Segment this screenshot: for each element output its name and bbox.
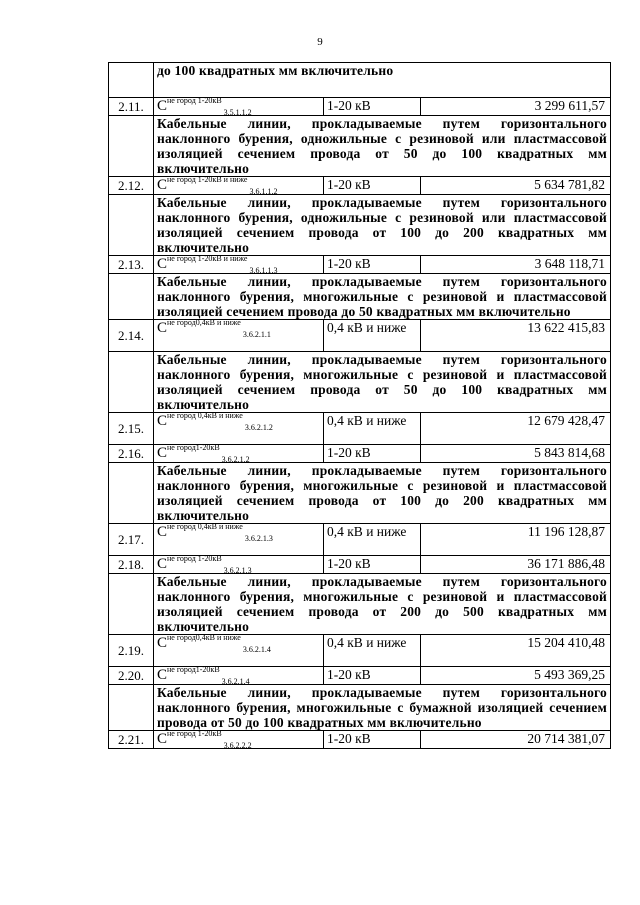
description-row xyxy=(109,352,611,413)
rate-superscript: не город 0,4кВ и ниже xyxy=(167,411,243,420)
description-row xyxy=(109,63,611,98)
voltage-level: 0,4 кВ и ниже xyxy=(324,524,421,556)
rate-code xyxy=(154,445,324,463)
rate-value: 12 679 428,47 xyxy=(421,413,611,445)
rate-code xyxy=(154,731,324,749)
row-number: 2.17. xyxy=(109,524,154,556)
voltage-level: 1-20 кВ xyxy=(324,177,421,195)
empty-number-cell xyxy=(109,463,154,524)
rate-superscript: не город0,4кВ и ниже xyxy=(167,633,241,642)
voltage-level: 1-20 кВ xyxy=(324,98,421,116)
description-text: Кабельные линии, прокладываемые путем горизонтального наклонного бурения, одножильные с резиновой или пластмассовой изоляцией сечением провода от 100 до 200 квадратных мм включительно xyxy=(154,195,611,256)
row-number: 2.11. xyxy=(109,98,154,116)
description-text: Кабельные линии, прокладываемые путем горизонтального наклонного бурения, многожильные с резиновой и пластмассовой изоляцией сечением провода до 50 квадратных мм включительно xyxy=(154,274,611,320)
rate-subscript: 3.6.2.2.2 xyxy=(223,741,252,750)
description-text: до 100 квадратных мм включительно xyxy=(154,63,611,98)
rate-symbol: C xyxy=(157,524,168,540)
tariff-row xyxy=(109,445,611,463)
tariff-row xyxy=(109,667,611,685)
row-number: 2.16. xyxy=(109,445,154,463)
tariff-row xyxy=(109,524,611,556)
tariff-row xyxy=(109,413,611,445)
rate-subscript: 3.6.2.1.3 xyxy=(244,534,273,543)
tariff-row xyxy=(109,256,611,274)
row-number: 2.19. xyxy=(109,635,154,667)
tariff-row xyxy=(109,98,611,116)
voltage-level: 1-20 кВ xyxy=(324,256,421,274)
row-number: 2.18. xyxy=(109,556,154,574)
description-row xyxy=(109,195,611,256)
description-text: Кабельные линии, прокладываемые путем горизонтального наклонного бурения, одножильные с резиновой или пластмассовой изоляцией сечением провода от 50 до 100 квадратных мм включительно xyxy=(154,116,611,177)
rate-superscript: не город 0,4кВ и ниже xyxy=(167,522,243,531)
rate-value: 5 493 369,25 xyxy=(421,667,611,685)
rate-value: 5 843 814,68 xyxy=(421,445,611,463)
rate-superscript: не город 1-20кВ xyxy=(167,554,222,563)
rate-code xyxy=(154,667,324,685)
description-row xyxy=(109,574,611,635)
description-row xyxy=(109,274,611,320)
empty-number-cell xyxy=(109,195,154,256)
empty-number-cell xyxy=(109,352,154,413)
empty-number-cell xyxy=(109,274,154,320)
rate-symbol: C xyxy=(157,731,168,747)
rate-value: 13 622 415,83 xyxy=(421,320,611,352)
rate-value: 5 634 781,82 xyxy=(421,177,611,195)
rate-subscript: 3.6.2.1.3 xyxy=(223,566,252,575)
rate-value: 15 204 410,48 xyxy=(421,635,611,667)
description-text: Кабельные линии, прокладываемые путем горизонтального наклонного бурения, многожильные с бумажной изоляцией сечением провода от 50 до 100 квадратных мм включительно xyxy=(154,685,611,731)
tariff-row xyxy=(109,731,611,749)
rate-subscript: 3.6.2.1.1 xyxy=(242,330,271,339)
rate-subscript: 3.6.2.1.2 xyxy=(221,455,250,464)
rate-symbol: C xyxy=(157,556,168,572)
rate-superscript: не город 1-20кВ и ниже xyxy=(167,254,248,263)
description-row xyxy=(109,463,611,524)
tariff-row xyxy=(109,320,611,352)
description-text: Кабельные линии, прокладываемые путем горизонтального наклонного бурения, многожильные с резиновой и пластмассовой изоляцией сечением провода от 100 до 200 квадратных мм включительно xyxy=(154,463,611,524)
rate-subscript: 3.6.1.1.3 xyxy=(249,266,278,275)
voltage-level: 0,4 кВ и ниже xyxy=(324,320,421,352)
description-row xyxy=(109,116,611,177)
page-number: 9 xyxy=(317,36,323,48)
rate-symbol: C xyxy=(157,98,168,114)
row-number: 2.20. xyxy=(109,667,154,685)
description-text: Кабельные линии, прокладываемые путем горизонтального наклонного бурения, многожильные с резиновой и пластмассовой изоляцией сечением провода от 200 до 500 квадратных мм включительно xyxy=(154,574,611,635)
rate-superscript: не город 1-20кВ и ниже xyxy=(167,175,248,184)
empty-number-cell xyxy=(109,685,154,731)
voltage-level: 0,4 кВ и ниже xyxy=(324,413,421,445)
row-number: 2.15. xyxy=(109,413,154,445)
voltage-level: 1-20 кВ xyxy=(324,667,421,685)
tariff-row xyxy=(109,556,611,574)
empty-number-cell xyxy=(109,63,154,98)
row-number: 2.13. xyxy=(109,256,154,274)
voltage-level: 1-20 кВ xyxy=(324,445,421,463)
rate-value: 3 648 118,71 xyxy=(421,256,611,274)
rate-code xyxy=(154,98,324,116)
tariff-row xyxy=(109,635,611,667)
rate-symbol: C xyxy=(157,256,168,272)
rate-superscript: не город1-20кВ xyxy=(167,665,220,674)
rate-code xyxy=(154,320,324,352)
voltage-level: 0,4 кВ и ниже xyxy=(324,635,421,667)
row-number: 2.12. xyxy=(109,177,154,195)
rate-subscript: 3.6.1.1.2 xyxy=(249,187,278,196)
rate-subscript: 3.6.2.1.4 xyxy=(221,677,250,686)
rate-symbol: C xyxy=(157,445,168,461)
rate-symbol: C xyxy=(157,413,168,429)
rate-code xyxy=(154,635,324,667)
rate-symbol: C xyxy=(157,320,168,336)
rate-code xyxy=(154,177,324,195)
row-number: 2.21. xyxy=(109,731,154,749)
rate-superscript: не город0,4кВ и ниже xyxy=(167,318,241,327)
rate-superscript: не город1-20кВ xyxy=(167,443,220,452)
voltage-level: 1-20 кВ xyxy=(324,731,421,749)
description-text: Кабельные линии, прокладываемые путем горизонтального наклонного бурения, многожильные с резиновой и пластмассовой изоляцией сечением провода от 50 до 100 квадратных мм включительно xyxy=(154,352,611,413)
rate-code xyxy=(154,556,324,574)
tariff-row xyxy=(109,177,611,195)
tariff-table xyxy=(108,62,611,749)
rate-code xyxy=(154,256,324,274)
empty-number-cell xyxy=(109,574,154,635)
rate-symbol: C xyxy=(157,177,168,193)
rate-code xyxy=(154,413,324,445)
row-number: 2.14. xyxy=(109,320,154,352)
rate-code xyxy=(154,524,324,556)
rate-subscript: 3.6.2.1.2 xyxy=(244,423,273,432)
empty-number-cell xyxy=(109,116,154,177)
rate-value: 36 171 886,48 xyxy=(421,556,611,574)
rate-value: 11 196 128,87 xyxy=(421,524,611,556)
rate-superscript: не город 1-20кВ xyxy=(167,729,222,738)
rate-symbol: C xyxy=(157,635,168,651)
rate-subscript: 3.5.1.1.2 xyxy=(223,108,252,117)
rate-symbol: C xyxy=(157,667,168,683)
rate-value: 20 714 381,07 xyxy=(421,731,611,749)
tariff-table-body xyxy=(109,63,611,749)
rate-subscript: 3.6.2.1.4 xyxy=(242,645,271,654)
rate-superscript: не город 1-20кВ xyxy=(167,96,222,105)
description-row xyxy=(109,685,611,731)
rate-value: 3 299 611,57 xyxy=(421,98,611,116)
voltage-level: 1-20 кВ xyxy=(324,556,421,574)
